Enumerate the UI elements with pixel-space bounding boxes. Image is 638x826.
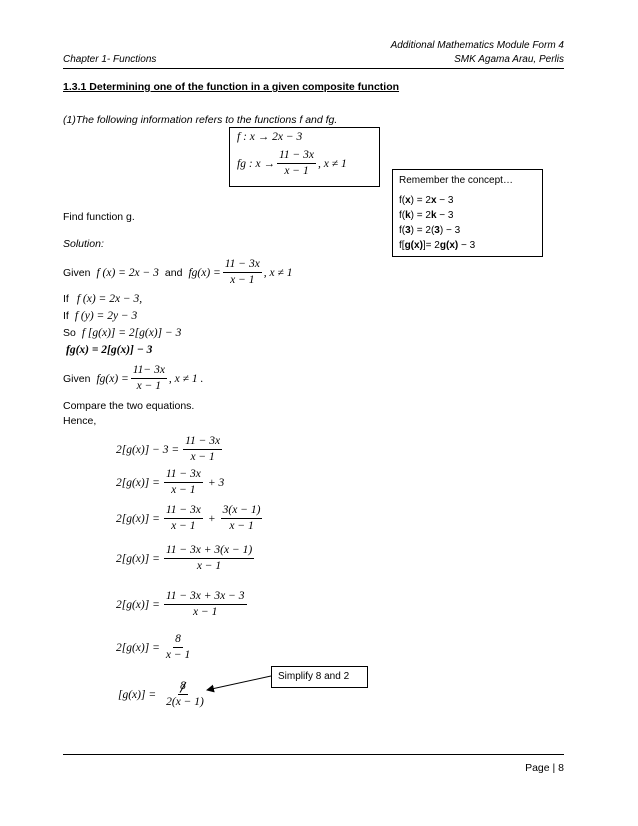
- fraction-numerator: 8: [178, 680, 188, 695]
- fraction-numerator: 3(x − 1): [221, 504, 263, 519]
- if-expression-1: f (x) = 2x − 3,: [76, 293, 143, 305]
- if-expression-2: f (y) = 2y − 3: [74, 310, 138, 322]
- f-definition: f : x → 2x − 3: [237, 131, 303, 143]
- page-number: Page | 8: [525, 762, 564, 774]
- fraction-numerator: 11 − 3x: [223, 258, 262, 273]
- find-text: Find function g.: [63, 211, 135, 223]
- fraction-denominator: x − 1: [230, 274, 255, 286]
- fg-bold-expression: fg(x) = 2[g(x)] − 3: [66, 344, 153, 356]
- step-tail: + 3: [207, 476, 225, 489]
- given-fg-lhs: fg(x) =: [188, 266, 221, 279]
- fraction-denominator: x − 1: [192, 606, 218, 618]
- and-word: and: [164, 266, 183, 279]
- given-word: Given: [63, 372, 91, 385]
- fraction-denominator: x − 1: [165, 649, 191, 661]
- fraction-denominator: x − 1: [171, 520, 196, 532]
- step-lhs: 2[g(x)] =: [116, 552, 160, 565]
- given2-condition: , x ≠ 1 .: [168, 372, 204, 385]
- hence-text: Hence,: [63, 415, 97, 427]
- simplify-arrow: [207, 676, 271, 690]
- fraction-numerator: 11 − 3x + 3x − 3: [164, 590, 247, 605]
- compare-text: Compare the two equations.: [63, 400, 195, 412]
- chapter-label: Chapter 1- Functions: [63, 54, 157, 65]
- step-lhs: [g(x)] =: [118, 688, 157, 701]
- fraction-denominator: x − 1: [171, 484, 196, 496]
- if-word: If: [63, 293, 69, 305]
- fraction-numerator: 11− 3x: [131, 364, 167, 379]
- step-lhs: 2[g(x)] =: [116, 476, 160, 489]
- step-lhs: 2[g(x)] =: [116, 598, 160, 611]
- fraction-numerator: 11 − 3x: [164, 504, 203, 519]
- so-word: So: [63, 327, 76, 339]
- concept-line-4: f[g(x)]= 2g(x) − 3: [399, 240, 476, 251]
- school-label: SMK Agama Arau, Perlis: [454, 54, 564, 65]
- fraction-numerator: 11 − 3x + 3(x − 1): [164, 544, 254, 559]
- given2-lhs: fg(x) =: [96, 372, 129, 385]
- concept-title: Remember the concept…: [399, 175, 513, 186]
- fraction-denominator: x − 1: [284, 165, 309, 177]
- given-word: Given: [63, 266, 91, 279]
- so-expression: f [g(x)] = 2[g(x)] − 3: [81, 327, 182, 339]
- footer-rule: [63, 754, 564, 755]
- fraction-numerator: 8: [173, 633, 183, 648]
- given-f: f (x) = 2x − 3: [96, 266, 159, 279]
- simplify-note: Simplify 8 and 2: [278, 671, 350, 682]
- fraction-denominator: x − 1: [190, 451, 215, 463]
- fg-condition: , x ≠ 1: [318, 157, 347, 170]
- concept-line-2: f(k) = 2k − 3: [399, 210, 454, 221]
- fraction-denominator: 2(x − 1): [166, 696, 204, 708]
- fg-prefix: fg : x →: [237, 157, 276, 170]
- concept-line-3: f(3) = 2(3) − 3: [399, 225, 461, 236]
- section-title: 1.3.1 Determining one of the function in a given composite function: [63, 81, 400, 93]
- module-title: Additional Mathematics Module Form 4: [390, 40, 564, 51]
- fraction-numerator: 11 − 3x: [277, 149, 316, 164]
- fraction-denominator: x − 1: [196, 560, 222, 572]
- question-intro: (1)The following information refers to the functions f and fg.: [63, 114, 338, 126]
- solution-label: Solution:: [63, 238, 104, 250]
- fraction-denominator: x − 1: [229, 520, 254, 532]
- given-fg-condition: , x ≠ 1: [263, 266, 293, 279]
- fraction-numerator: 11 − 3x: [164, 468, 203, 483]
- step-lhs: 2[g(x)] − 3 =: [116, 443, 180, 456]
- fraction-denominator: x − 1: [136, 380, 162, 392]
- step-lhs: 2[g(x)] =: [116, 641, 160, 654]
- if-word: If: [63, 310, 69, 322]
- fraction-numerator: 11 − 3x: [183, 435, 222, 450]
- step-tail: +: [207, 512, 216, 525]
- step-lhs: 2[g(x)] =: [116, 512, 160, 525]
- concept-line-1: f(x) = 2x − 3: [399, 195, 454, 206]
